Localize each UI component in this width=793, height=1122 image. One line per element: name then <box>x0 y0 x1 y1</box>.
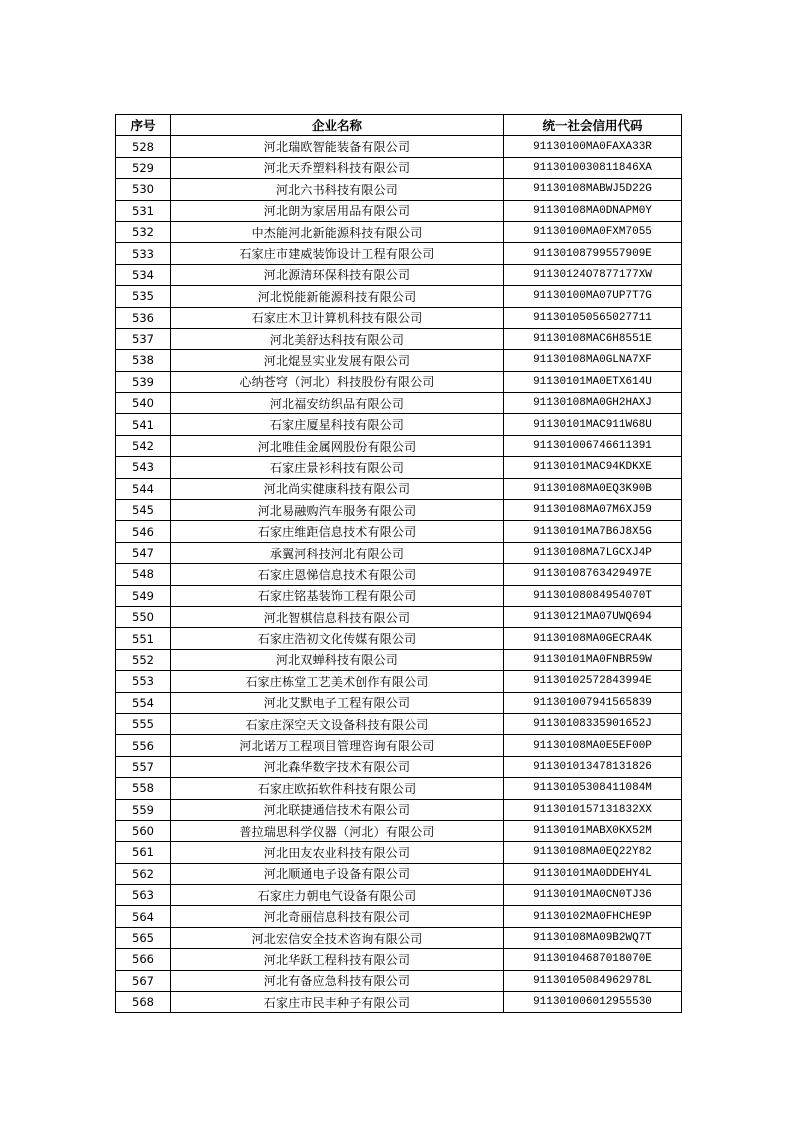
row-credit-code: 91130121MA07UWQ694 <box>504 606 682 627</box>
row-company-name: 石家庄市建威装饰设计工程有限公司 <box>171 243 504 264</box>
table-row <box>116 628 682 649</box>
row-credit-code: 91130101MA7B6J8X5G <box>504 521 682 542</box>
row-credit-code: 91130108MA0GECRA4K <box>504 628 682 649</box>
row-credit-code: 91130108MA7LGCXJ4P <box>504 542 682 563</box>
row-credit-code: 91130100MA0FXM7055 <box>504 221 682 242</box>
row-credit-code: 91130108MA0E5EF00P <box>504 735 682 756</box>
table-row <box>116 799 682 820</box>
row-credit-code: 9113010157131832XX <box>504 799 682 820</box>
row-serial: 552 <box>116 649 171 670</box>
table-row <box>116 992 682 1013</box>
row-serial: 565 <box>116 927 171 948</box>
row-company-name: 石家庄景衫科技有限公司 <box>171 457 504 478</box>
table-row <box>116 307 682 328</box>
row-company-name: 承翼河科技河北有限公司 <box>171 542 504 563</box>
row-company-name: 石家庄市民丰种子有限公司 <box>171 992 504 1013</box>
row-serial: 555 <box>116 713 171 734</box>
table-row <box>116 414 682 435</box>
row-serial: 563 <box>116 885 171 906</box>
row-serial: 544 <box>116 478 171 499</box>
row-serial: 543 <box>116 457 171 478</box>
row-serial: 549 <box>116 585 171 606</box>
row-serial: 568 <box>116 992 171 1013</box>
row-serial: 559 <box>116 799 171 820</box>
row-serial: 542 <box>116 435 171 456</box>
table-row <box>116 949 682 970</box>
row-serial: 566 <box>116 949 171 970</box>
row-serial: 541 <box>116 414 171 435</box>
row-credit-code: 91130100MA07UP7T7G <box>504 286 682 307</box>
row-company-name: 河北瑞欧智能装备有限公司 <box>171 136 504 157</box>
row-serial: 533 <box>116 243 171 264</box>
table-row <box>116 136 682 157</box>
table-row <box>116 885 682 906</box>
row-serial: 540 <box>116 393 171 414</box>
row-credit-code: 91130108MA0EQ22Y82 <box>504 842 682 863</box>
row-serial: 551 <box>116 628 171 649</box>
table-row <box>116 200 682 221</box>
row-company-name: 河北田友农业科技有限公司 <box>171 842 504 863</box>
table-body <box>116 136 682 1013</box>
row-serial: 539 <box>116 371 171 392</box>
row-credit-code: 91130108MA0EQ3K90B <box>504 478 682 499</box>
table-row <box>116 564 682 585</box>
table-row <box>116 906 682 927</box>
row-credit-code: 91130108MAC6H8551E <box>504 328 682 349</box>
row-serial: 556 <box>116 735 171 756</box>
table-row <box>116 500 682 521</box>
row-company-name: 河北六书科技有限公司 <box>171 179 504 200</box>
row-serial: 534 <box>116 264 171 285</box>
row-serial: 560 <box>116 820 171 841</box>
row-serial: 557 <box>116 756 171 777</box>
table-row <box>116 606 682 627</box>
table-row <box>116 778 682 799</box>
table-row <box>116 286 682 307</box>
row-company-name: 河北唯佳金属网股份有限公司 <box>171 435 504 456</box>
row-company-name: 中杰能河北新能源科技有限公司 <box>171 221 504 242</box>
row-credit-code: 91130108799557909E <box>504 243 682 264</box>
table-row <box>116 756 682 777</box>
table-row <box>116 328 682 349</box>
row-credit-code: 91130101MABX0KX52M <box>504 820 682 841</box>
row-serial: 532 <box>116 221 171 242</box>
row-credit-code: 911301006012955530 <box>504 992 682 1013</box>
row-company-name: 河北尚实健康科技有限公司 <box>171 478 504 499</box>
row-credit-code: 9113010030811846XA <box>504 157 682 178</box>
table-row <box>116 157 682 178</box>
row-serial: 558 <box>116 778 171 799</box>
table-row <box>116 221 682 242</box>
row-credit-code: 911301013478131826 <box>504 756 682 777</box>
row-serial: 548 <box>116 564 171 585</box>
table-row <box>116 692 682 713</box>
table-row <box>116 393 682 414</box>
row-company-name: 河北福安纺织品有限公司 <box>171 393 504 414</box>
table-row <box>116 243 682 264</box>
row-company-name: 石家庄铭基装饰工程有限公司 <box>171 585 504 606</box>
row-serial: 564 <box>116 906 171 927</box>
row-credit-code: 91130108MA07M6XJ59 <box>504 500 682 521</box>
row-company-name: 河北焜昱实业发展有限公司 <box>171 350 504 371</box>
row-serial: 553 <box>116 671 171 692</box>
row-credit-code: 91130108MA09B2WQ7T <box>504 927 682 948</box>
table-row <box>116 585 682 606</box>
row-credit-code: 91130108084954070T <box>504 585 682 606</box>
row-credit-code: 91130101MAC94KDKXE <box>504 457 682 478</box>
table-row <box>116 713 682 734</box>
row-company-name: 石家庄木卫计算机科技有限公司 <box>171 307 504 328</box>
row-company-name: 河北智棋信息科技有限公司 <box>171 606 504 627</box>
row-credit-code: 911301006746611391 <box>504 435 682 456</box>
row-company-name: 河北易融购汽车服务有限公司 <box>171 500 504 521</box>
table-row <box>116 542 682 563</box>
header-company-name: 企业名称 <box>171 115 504 136</box>
row-company-name: 河北诺万工程项目管理咨询有限公司 <box>171 735 504 756</box>
row-company-name: 河北悦能新能源科技有限公司 <box>171 286 504 307</box>
row-serial: 547 <box>116 542 171 563</box>
table-row <box>116 671 682 692</box>
table-row <box>116 970 682 991</box>
row-serial: 562 <box>116 863 171 884</box>
row-company-name: 石家庄恩悌信息技术有限公司 <box>171 564 504 585</box>
table-row <box>116 478 682 499</box>
row-company-name: 河北美舒达科技有限公司 <box>171 328 504 349</box>
row-serial: 531 <box>116 200 171 221</box>
table-row <box>116 350 682 371</box>
row-credit-code: 91130100MA0FAXA33R <box>504 136 682 157</box>
table-row <box>116 820 682 841</box>
table-row <box>116 842 682 863</box>
row-company-name: 石家庄厦星科技有限公司 <box>171 414 504 435</box>
row-serial: 538 <box>116 350 171 371</box>
row-credit-code: 91130102MA0FHCHE9P <box>504 906 682 927</box>
row-credit-code: 91130104687018070E <box>504 949 682 970</box>
row-company-name: 河北源清环保科技有限公司 <box>171 264 504 285</box>
row-credit-code: 91130108MA0DNAPM0Y <box>504 200 682 221</box>
row-company-name: 河北宏信安全技术咨询有限公司 <box>171 927 504 948</box>
row-credit-code: 911301050565027711 <box>504 307 682 328</box>
table-row <box>116 457 682 478</box>
header-credit-code: 统一社会信用代码 <box>504 115 682 136</box>
row-company-name: 石家庄欧拓软件科技有限公司 <box>171 778 504 799</box>
row-credit-code: 91130105084962978L <box>504 970 682 991</box>
row-credit-code: 91130101MAC911W68U <box>504 414 682 435</box>
row-credit-code: 91130101MA0ETX614U <box>504 371 682 392</box>
row-company-name: 心纳苍穹（河北）科技股份有限公司 <box>171 371 504 392</box>
row-serial: 530 <box>116 179 171 200</box>
table-row <box>116 435 682 456</box>
row-credit-code: 91130108MABWJ5D22G <box>504 179 682 200</box>
header-serial: 序号 <box>116 115 171 136</box>
row-company-name: 石家庄栋堂工艺美术创作有限公司 <box>171 671 504 692</box>
row-company-name: 石家庄力朝电气设备有限公司 <box>171 885 504 906</box>
table-row <box>116 264 682 285</box>
row-serial: 554 <box>116 692 171 713</box>
row-company-name: 河北朗为家居用品有限公司 <box>171 200 504 221</box>
row-company-name: 河北联捷通信技术有限公司 <box>171 799 504 820</box>
table-row <box>116 863 682 884</box>
row-credit-code: 91130124O7877177XW <box>504 264 682 285</box>
table-row <box>116 521 682 542</box>
table-row <box>116 371 682 392</box>
row-company-name: 河北华跃工程科技有限公司 <box>171 949 504 970</box>
row-serial: 567 <box>116 970 171 991</box>
row-company-name: 河北双蝉科技有限公司 <box>171 649 504 670</box>
row-credit-code: 91130108MA0GLNA7XF <box>504 350 682 371</box>
row-company-name: 河北天乔塑料科技有限公司 <box>171 157 504 178</box>
row-credit-code: 91130105308411084M <box>504 778 682 799</box>
row-company-name: 河北有备应急科技有限公司 <box>171 970 504 991</box>
row-company-name: 石家庄维距信息技术有限公司 <box>171 521 504 542</box>
row-company-name: 河北奇丽信息科技有限公司 <box>171 906 504 927</box>
table-header-row <box>116 115 682 136</box>
row-serial: 537 <box>116 328 171 349</box>
row-credit-code: 91130101MA0DDEHY4L <box>504 863 682 884</box>
row-company-name: 石家庄浩初文化传媒有限公司 <box>171 628 504 649</box>
row-credit-code: 91130108335901652J <box>504 713 682 734</box>
row-serial: 535 <box>116 286 171 307</box>
table-row <box>116 179 682 200</box>
table-row <box>116 649 682 670</box>
row-serial: 528 <box>116 136 171 157</box>
table-row <box>116 927 682 948</box>
row-company-name: 普拉瑞思科学仪器（河北）有限公司 <box>171 820 504 841</box>
row-credit-code: 911301007941565839 <box>504 692 682 713</box>
row-credit-code: 91130101MA0FNBR59W <box>504 649 682 670</box>
row-company-name: 河北森华数字技术有限公司 <box>171 756 504 777</box>
row-serial: 561 <box>116 842 171 863</box>
row-credit-code: 91130108MA0GH2HAXJ <box>504 393 682 414</box>
enterprise-table <box>115 114 682 1013</box>
row-serial: 546 <box>116 521 171 542</box>
row-company-name: 石家庄深空天文设备科技有限公司 <box>171 713 504 734</box>
row-credit-code: 91130108763429497E <box>504 564 682 585</box>
row-serial: 536 <box>116 307 171 328</box>
row-company-name: 河北顺通电子设备有限公司 <box>171 863 504 884</box>
row-serial: 529 <box>116 157 171 178</box>
table-row <box>116 735 682 756</box>
row-serial: 545 <box>116 500 171 521</box>
row-serial: 550 <box>116 606 171 627</box>
row-credit-code: 91130101MA0CN0TJ36 <box>504 885 682 906</box>
row-company-name: 河北艾默电子工程有限公司 <box>171 692 504 713</box>
row-credit-code: 91130102572843994E <box>504 671 682 692</box>
